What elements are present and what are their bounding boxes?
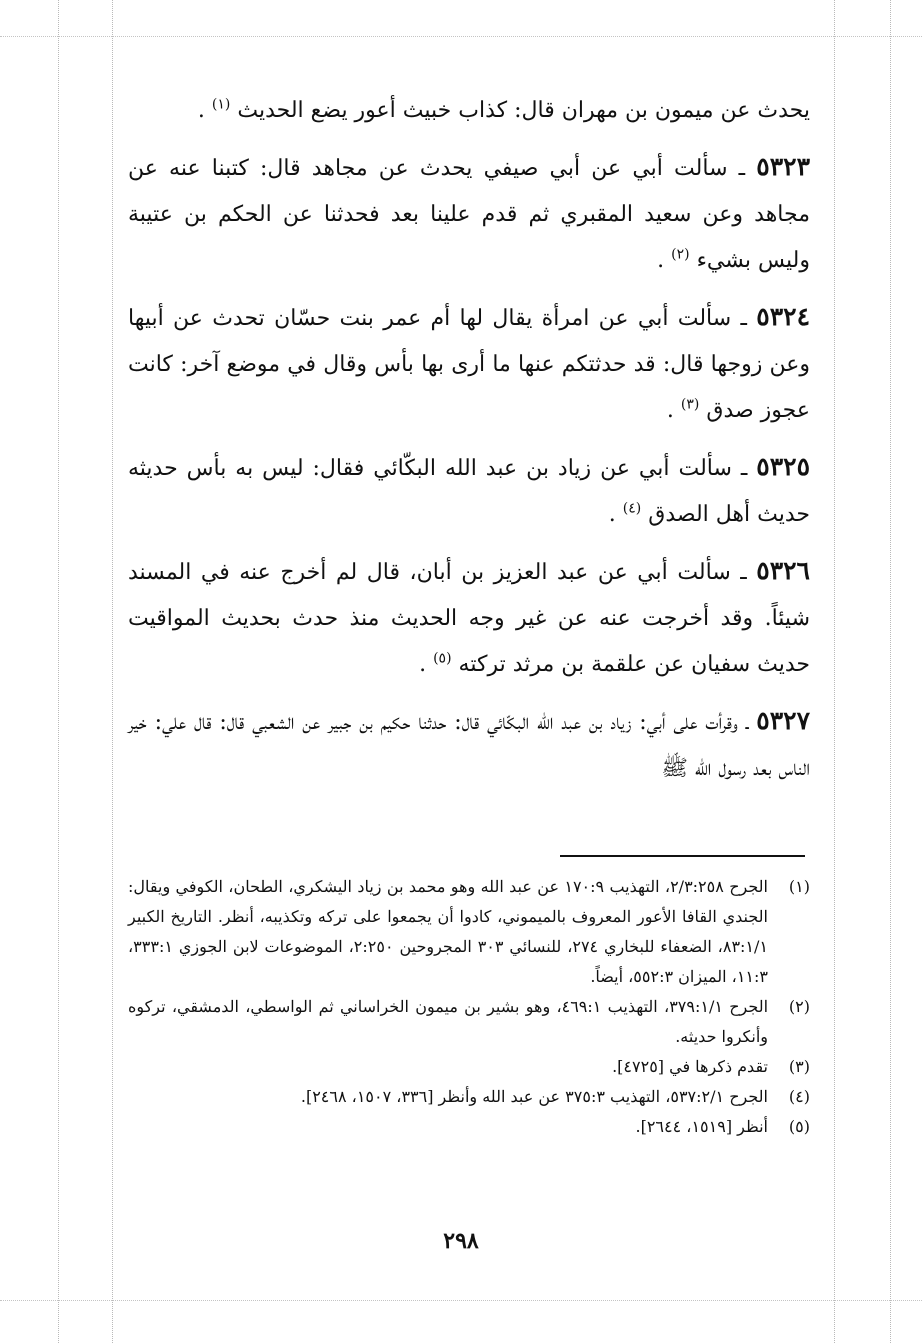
footnote-text: أنظر [١٥١٩، ٢٦٤٤]. (635, 1117, 768, 1136)
footnote-text: الجرح ٢/٣:٢٥٨، التهذيب ١٧٠:٩ عن عبد الله وهو محمد بن زياد اليشكري، الطحان، الكوفي ويقال: الجندي القافا الأعور المعروف بالميموني، كادوا أن يجمعوا على تركه وتكذيبه، أنظر. التاريخ الكبير ٨٣:١/١، الضعفاء للبخاري ٢٧٤، للنسائي ٣٠٣ المجروحين ٢:٢٥٠، الموضوعات لابن الجوزي ٣٣٣:١، ١١:٣، الميزان ٥٥٢:٣، أيضاً. (128, 877, 768, 986)
footnote-mark: (٣) (788, 1057, 810, 1076)
paragraph-text: سألت أبي عن زياد بن عبد الله البكّائي فقال: ليس به بأس حديثه حديث أهل الصدق (128, 456, 810, 527)
footnote-mark: (٢) (788, 997, 810, 1016)
paragraph-text: وقرأت على أبي: زياد بن عبد الله البكّائي قال: حدثنا حكيم بن جبير عن الشعبي قال: قال علي: خير الناس بعد رسول الله ﷺ (128, 710, 810, 781)
paragraph-text: سألت أبي عن امرأة يقال لها أم عمر بنت حسّان تحدث عن أبيها وعن زوجها قال: قد حدثتكم عنها ما أرى بها بأس وقال في موضع آخر: كانت عجوز صدق (128, 306, 810, 423)
paragraph-text: يحدث عن ميمون بن مهران قال: كذاب خبيث أعور يضع الحديث (237, 98, 810, 123)
paragraph-text: سألت أبي عن عبد العزيز بن أبان، قال لم أخرج عنه في المسند شيئاً. وقد أخرجت عنه عن غير وجه الحديث منذ حدث بحديث المواقيت حديث سفيان عن علقمة بن مرثد تركته (128, 560, 810, 677)
scan-dotted-line (58, 0, 59, 1343)
footnote-text: الجرح ٣٧٩:١/١، التهذيب ٤٦٩:١، وهو بشير بن ميمون الخراساني ثم الواسطي، الدمشقي، تركوه وأنكروا حديثه. (128, 997, 769, 1046)
paragraph-5326 (128, 548, 810, 688)
page-number: ٢٩٨ (443, 1228, 479, 1254)
paragraph-end: . (197, 98, 205, 123)
footnote-ref: (٢) (671, 246, 690, 263)
scan-dotted-line (0, 1300, 922, 1301)
footnote-1 (128, 872, 810, 992)
paragraph-continuation (128, 88, 810, 134)
paragraph-end: . (608, 502, 616, 527)
entry-number: ٥٣٢٥ (756, 452, 811, 481)
footnote-ref: (٣) (680, 396, 700, 413)
footnote-ref: (٤) (622, 500, 642, 517)
entry-number: ٥٣٢٣ (756, 152, 810, 181)
footnote-5 (128, 1112, 810, 1142)
paragraph-end: . (666, 398, 674, 423)
footnote-ref: (٥) (433, 650, 452, 667)
paragraph-5325 (128, 444, 810, 538)
entry-number: ٥٣٢٦ (756, 556, 810, 585)
footnotes (128, 872, 810, 1142)
scan-dotted-line (112, 0, 113, 1343)
paragraph-5324 (128, 294, 810, 434)
footnote-ref: (١) (211, 96, 231, 113)
entry-number: ٥٣٢٧ (756, 706, 810, 735)
paragraph-5327 (128, 698, 810, 792)
scan-dotted-line (0, 36, 922, 37)
main-text (128, 88, 810, 802)
entry-number: ٥٣٢٤ (756, 302, 811, 331)
paragraph-end: . (419, 652, 427, 677)
footnote-2 (128, 992, 810, 1052)
entry-dash: ـ (737, 710, 757, 735)
scan-dotted-line (890, 0, 891, 1343)
paragraph-end: . (657, 248, 665, 273)
entry-dash: ـ (727, 156, 757, 181)
paragraph-text: سألت أبي عن أبي صيفي يحدث عن مجاهد قال: كتبنا عنه عن مجاهد وعن سعيد المقبري ثم قدم علينا بعد فحدثنا عن الحكم بن عتيبة وليس بشيء (128, 156, 810, 273)
entry-dash: ـ (731, 306, 757, 331)
entry-dash: ـ (730, 560, 757, 585)
scan-dotted-line (834, 0, 835, 1343)
footnote-3 (128, 1052, 810, 1082)
footnote-text: الجرح ٥٣٧:٢/١، التهذيب ٣٧٥:٣ عن عبد الله وأنظر [٣٣٦، ١٥٠٧، ٢٤٦٨]. (300, 1087, 768, 1106)
footnote-mark: (١) (788, 877, 810, 896)
paragraph-5323 (128, 144, 810, 284)
footnote-4 (128, 1082, 810, 1112)
footnote-text: تقدم ذكرها في [٤٧٢٥]. (612, 1057, 768, 1076)
entry-dash: ـ (731, 456, 757, 481)
footnote-mark: (٤) (788, 1087, 810, 1106)
footnote-mark: (٥) (788, 1117, 810, 1136)
footnote-separator (560, 855, 805, 857)
